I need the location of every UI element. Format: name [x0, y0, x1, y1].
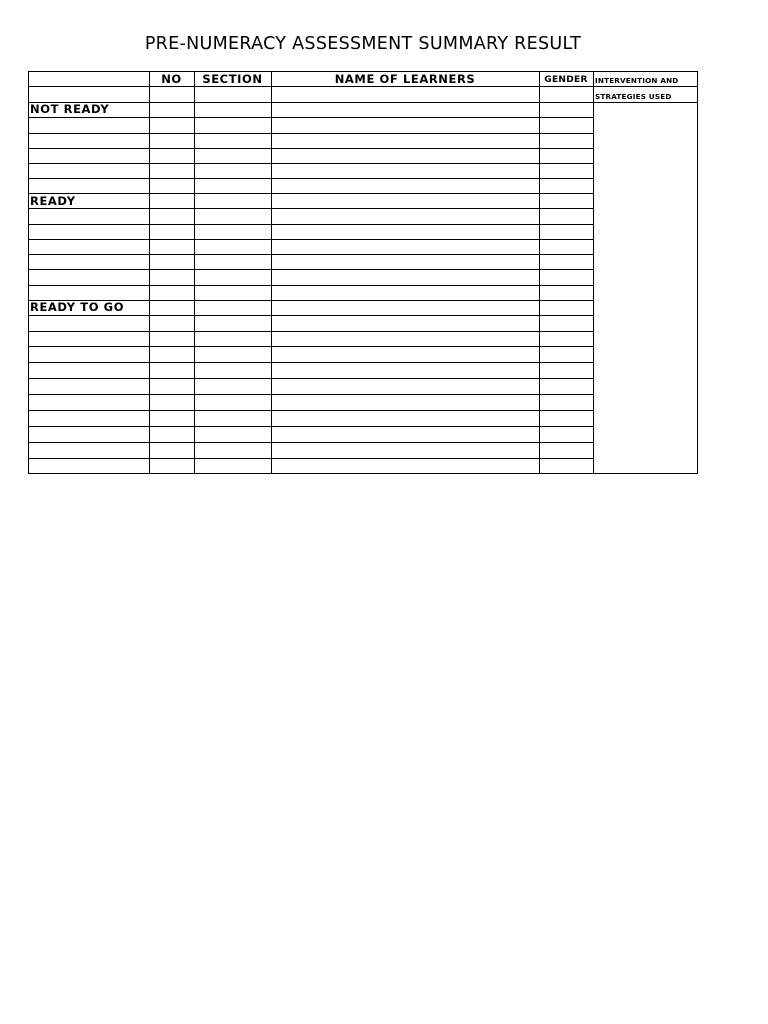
group-label-ready-to-go: READY TO GO: [30, 300, 125, 314]
table-border: [29, 72, 698, 474]
group-label-not-ready: NOT READY: [30, 102, 110, 116]
page-title: PRE-NUMERACY ASSESSMENT SUMMARY RESULT: [144, 34, 582, 54]
header-intervention-line-2: STRATEGIES USED: [595, 92, 672, 101]
header-no: NO: [161, 72, 182, 86]
header-name-of-learners: NAME OF LEARNERS: [334, 72, 476, 86]
assessment-summary-table: [28, 71, 698, 474]
table-grid: [28, 71, 698, 474]
header-section: SECTION: [202, 72, 263, 86]
header-gender: GENDER: [544, 75, 588, 85]
header-intervention-line-1: INTERVENTION AND: [595, 76, 679, 85]
group-label-ready: READY: [30, 194, 76, 208]
